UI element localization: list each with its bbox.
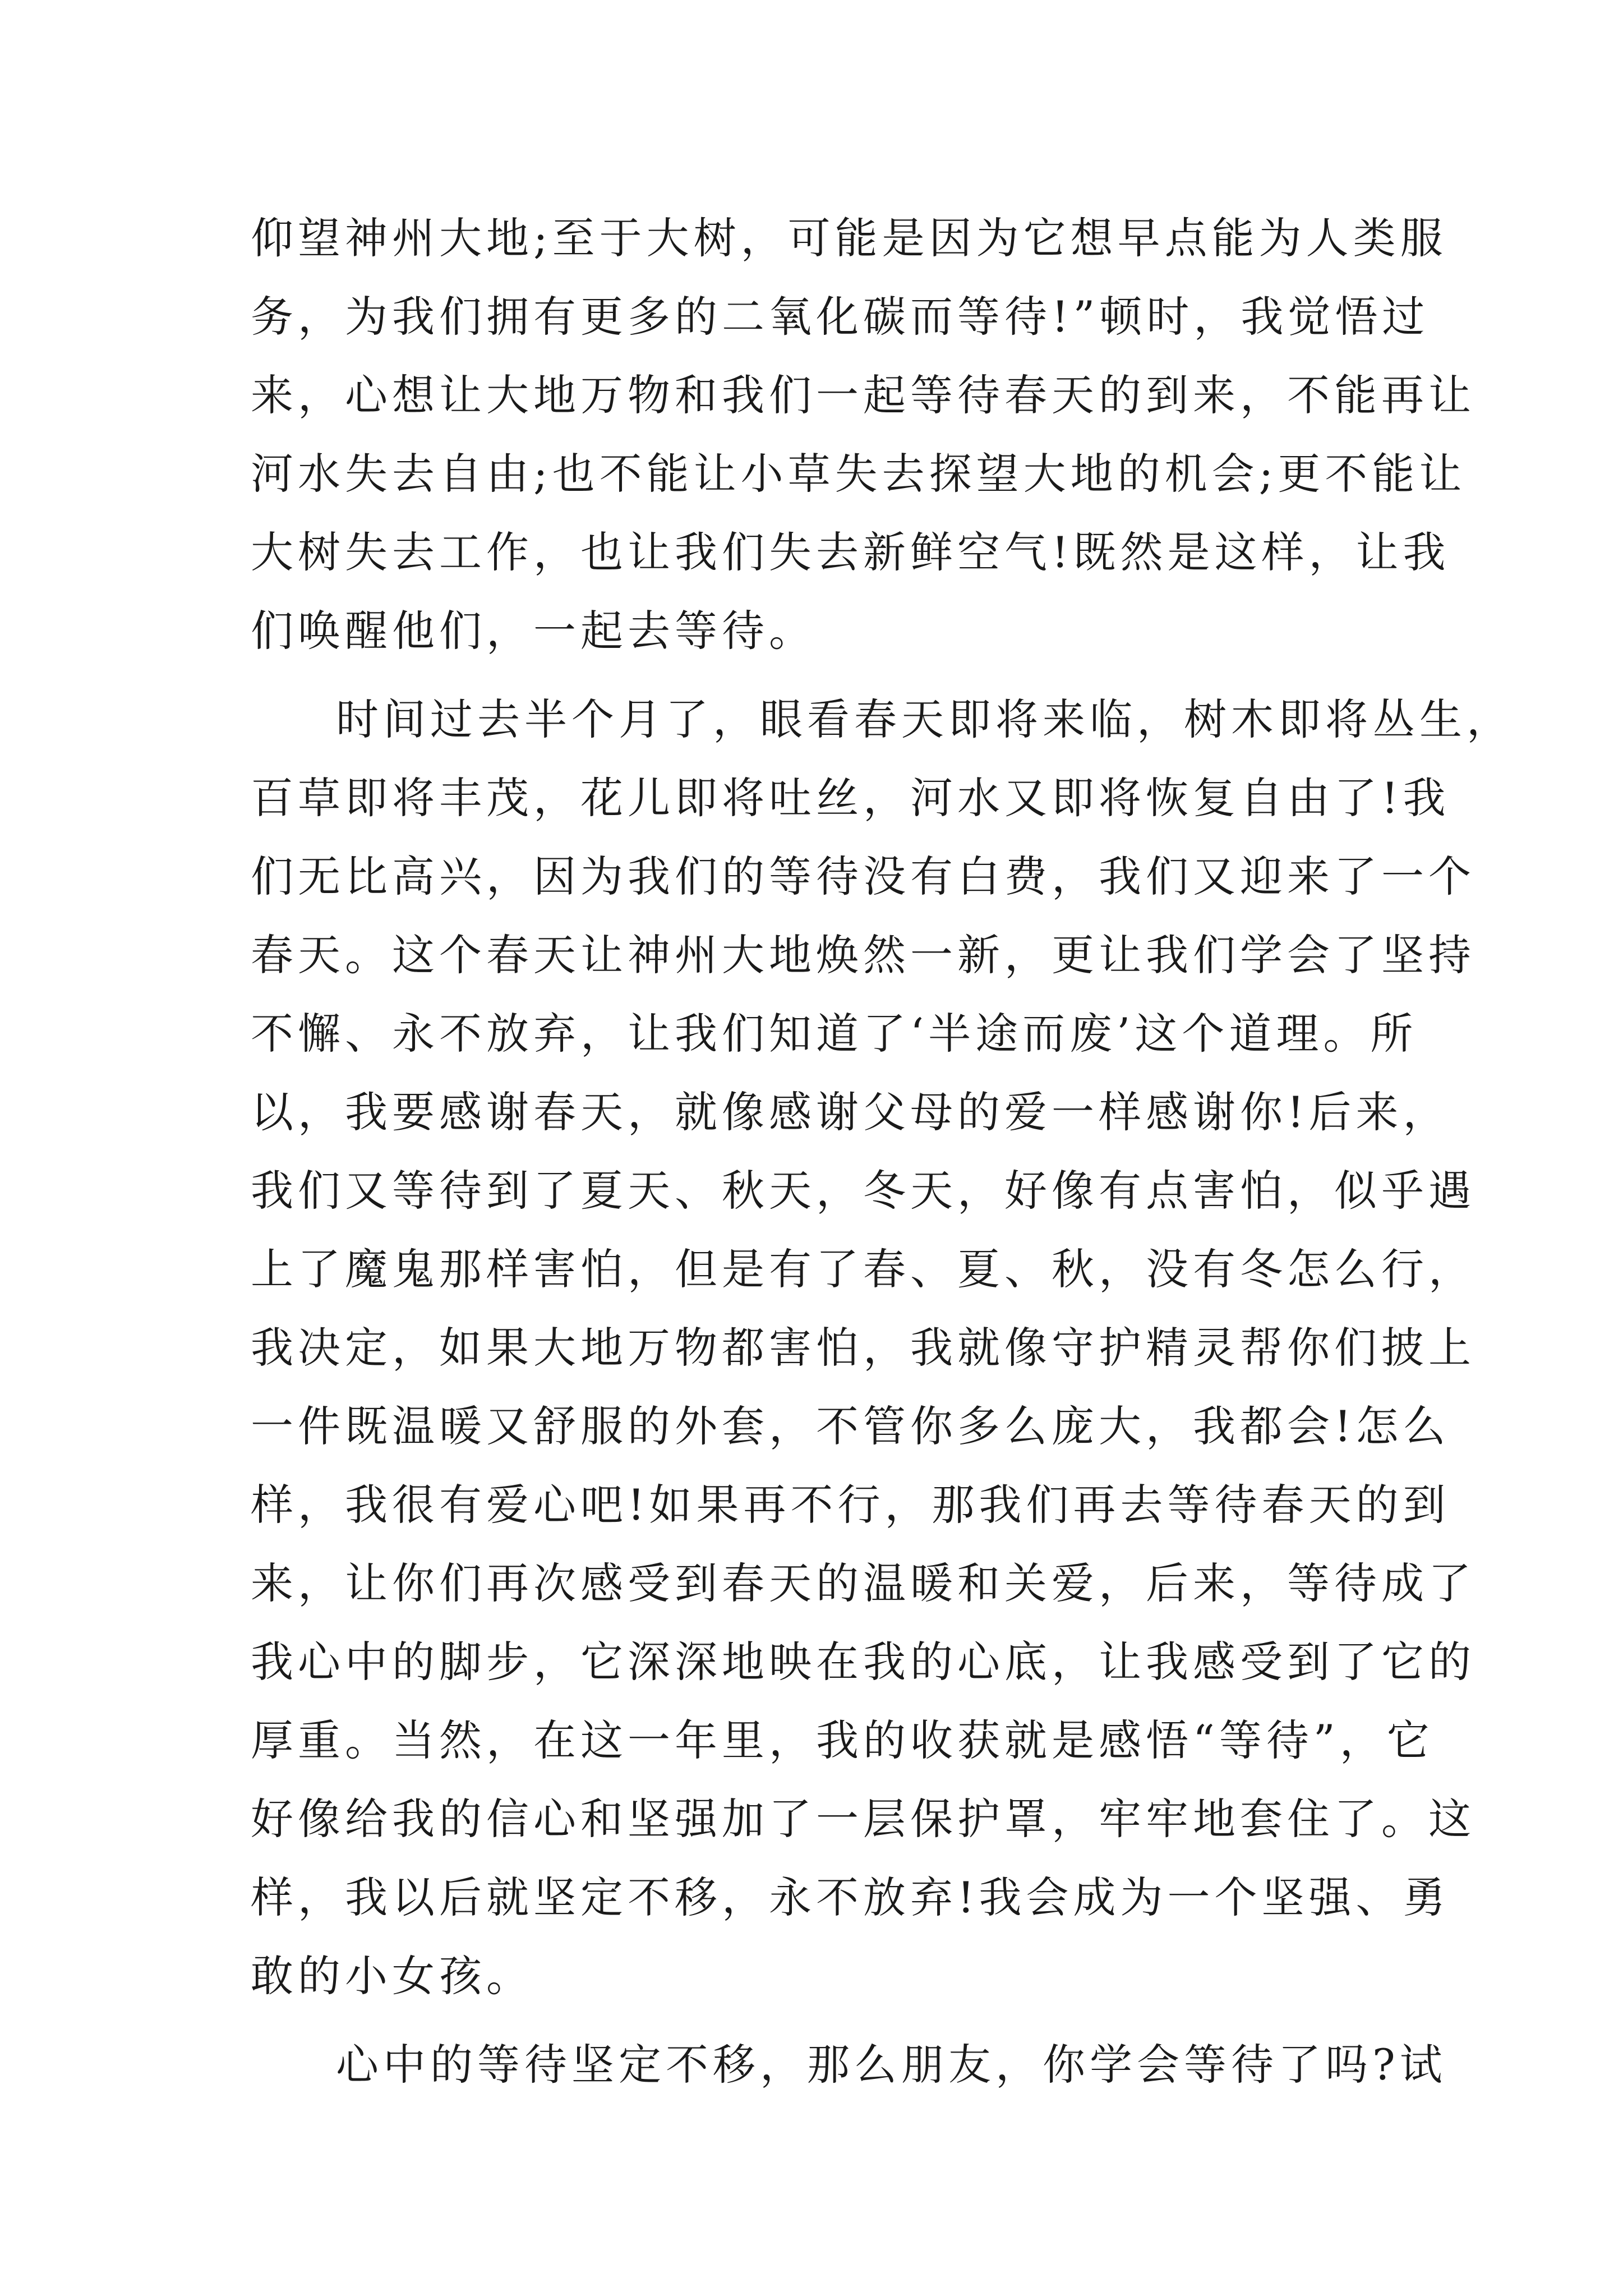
text-line: 上了魔鬼那样害怕，但是有了春、夏、秋，没有冬怎么行， (251, 1244, 1476, 1294)
paragraph-gap (251, 670, 1395, 680)
text-line: 我心中的脚步，它深深地映在我的心底，让我感受到了它的 (251, 1637, 1476, 1687)
paragraph-1 (251, 199, 1476, 670)
text-line: 们无比高兴，因为我们的等待没有白费，我们又迎来了一个 (251, 852, 1476, 901)
text-line: 来，心想让大地万物和我们一起等待春天的到来，不能再让 (251, 370, 1476, 420)
paragraph-2 (251, 680, 1514, 2016)
text-line: 好像给我的信心和坚强加了一层保护罩，牢牢地套住了。这 (251, 1794, 1476, 1844)
text-line: 务，为我们拥有更多的二氧化碳而等待!”顿时，我觉悟过 (251, 292, 1430, 342)
text-line: 敢的小女孩。 (251, 1951, 533, 2001)
text-line: 仰望神州大地;至于大树，可能是因为它想早点能为人类服 (251, 213, 1447, 263)
paragraph-3 (251, 2026, 1447, 2104)
text-line: 样，我以后就坚定不移，永不放弃!我会成为一个坚强、勇 (251, 1872, 1450, 1922)
body-text (251, 199, 1514, 2104)
text-line: 春天。这个春天让神州大地焕然一新，更让我们学会了坚持 (251, 930, 1476, 980)
text-line: 以，我要感谢春天，就像感谢父母的爱一样感谢你!后来， (251, 1087, 1450, 1137)
text-line: 时间过去半个月了，眼看春天即将来临，树木即将丛生， (336, 694, 1514, 744)
text-line: 百草即将丰茂，花儿即将吐丝，河水又即将恢复自由了!我 (251, 773, 1450, 823)
text-line: 一件既温暖又舒服的外套，不管你多么庞大，我都会!怎么 (251, 1401, 1450, 1451)
text-line: 河水失去自由;也不能让小草失去探望大地的机会;更不能让 (251, 449, 1467, 499)
text-line: 我们又等待到了夏天、秋天，冬天，好像有点害怕，似乎遇 (251, 1166, 1476, 1216)
text-line: 我决定，如果大地万物都害怕，我就像守护精灵帮你们披上 (251, 1323, 1476, 1373)
text-line: 不懈、永不放弃，让我们知道了‘半途而废’这个道理。所 (251, 1009, 1418, 1059)
text-line: 厚重。当然，在这一年里，我的收获就是感悟“等待”，它 (251, 1715, 1434, 1765)
text-line: 样，我很有爱心吧!如果再不行，那我们再去等待春天的到 (251, 1480, 1450, 1530)
paragraph-gap (251, 2016, 1395, 2026)
text-line: 大树失去工作，也让我们失去新鲜空气!既然是这样，让我 (251, 527, 1450, 577)
text-line: 心中的等待坚定不移，那么朋友，你学会等待了吗?试 (336, 2040, 1447, 2090)
text-line: 来，让你们再次感受到春天的温暖和关爱，后来，等待成了 (251, 1558, 1476, 1608)
text-line: 们唤醒他们，一起去等待。 (251, 606, 816, 656)
